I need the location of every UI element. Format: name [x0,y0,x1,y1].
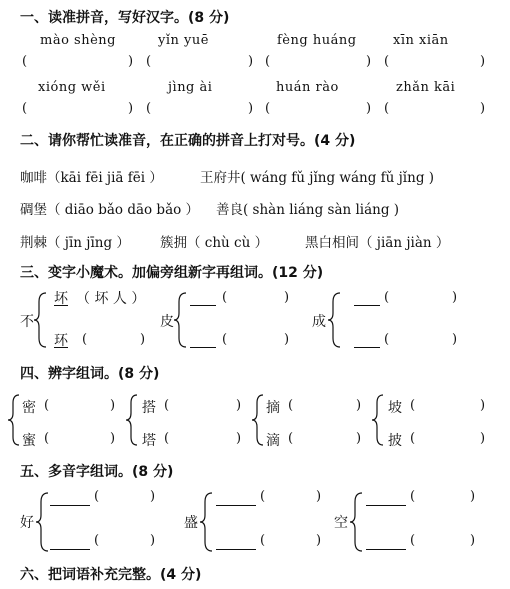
pinyin-2-1: xióng wěi [38,80,106,95]
polyphone-hao: 好 [20,515,34,531]
example-word-huairen: （ 坏 人 ） [76,291,146,307]
answer-box-3-5-close: ) [452,332,458,347]
derived-char-huai: 坏 [54,291,68,307]
answer-box-4-5-open: ( [288,398,294,413]
answer-box-4-6-open: ( [288,431,294,446]
answer-box-3-1-open: ( [82,332,88,347]
answer-box-1-2-open: ( [146,54,152,69]
word-cuyong: 簇拥（ chù cù ） [160,235,269,251]
char-zhai: 摘 [266,400,280,416]
answer-box-4-2-open: ( [44,431,50,446]
answer-box-1-3-close: ) [366,54,372,69]
blank-line [216,549,256,550]
answer-box-4-3-close: ) [236,398,242,413]
answer-box-4-4-close: ) [236,431,242,446]
answer-box-2-1-open: ( [22,101,28,116]
answer-box-5-4-close: ) [316,533,322,548]
answer-box-4-6-close: ) [356,431,362,446]
answer-box-2-1-close: ) [128,101,134,116]
answer-box-4-2-close: ) [110,431,116,446]
blank-line [50,549,90,550]
derived-char-huan: 环 [54,333,68,349]
pinyin-1-3: fèng huáng [277,33,357,48]
answer-box-5-4-open: ( [260,533,266,548]
blank-line [366,549,406,550]
answer-box-1-4-open: ( [384,54,390,69]
answer-box-4-8-open: ( [410,431,416,446]
pinyin-1-1: mào shèng [40,33,116,48]
section-2-title: 二、请你帮忙读准音，在正确的拼音上打对号。(4 分) [20,133,356,149]
answer-box-2-4-open: ( [384,101,390,116]
polyphone-kong: 空 [334,515,348,531]
answer-box-5-1-open: ( [94,489,100,504]
answer-box-3-4-open: ( [384,290,390,305]
answer-box-5-5-close: ) [470,489,476,504]
answer-box-5-3-open: ( [260,489,266,504]
answer-box-4-7-open: ( [410,398,416,413]
section-3-title: 三、变字小魔术。加偏旁组新字再组词。(12 分) [20,265,324,281]
answer-box-3-3-close: ) [284,332,290,347]
char-ta: 塔 [142,433,156,449]
answer-box-1-2-close: ) [248,54,254,69]
word-diaobao: 碉堡（ diāo bǎo dāo bǎo ） [20,202,200,218]
answer-box-5-2-close: ) [150,533,156,548]
polyphone-sheng: 盛 [184,515,198,531]
section-4-title: 四、辨字组词。(8 分) [20,366,160,382]
pinyin-2-4: zhǎn kāi [396,80,456,95]
blank-line [190,347,216,348]
base-char-cheng: 成 [312,314,326,330]
answer-box-2-2-open: ( [146,101,152,116]
answer-box-5-1-close: ) [150,489,156,504]
answer-box-5-5-open: ( [410,489,416,504]
answer-box-4-1-open: ( [44,398,50,413]
blank-line [354,347,380,348]
answer-box-1-1-open: ( [22,54,28,69]
answer-box-5-2-open: ( [94,533,100,548]
answer-box-3-2-open: ( [222,290,228,305]
answer-box-5-6-close: ) [470,533,476,548]
pinyin-1-4: xīn xiān [393,33,449,48]
answer-box-3-4-close: ) [452,290,458,305]
brace-icon [126,394,138,446]
answer-box-2-4-close: ) [480,101,486,116]
char-pi-drape: 披 [388,433,402,449]
pinyin-1-2: yǐn yuē [158,33,209,48]
brace-icon [8,394,20,446]
blank-line [354,305,380,306]
char-po: 坡 [388,400,402,416]
pinyin-2-3: huán rào [276,80,339,95]
brace-icon [200,492,214,552]
answer-box-4-5-close: ) [356,398,362,413]
word-shanliang: 善良( shàn liáng sàn liáng ) [216,202,400,218]
answer-box-4-3-open: ( [164,398,170,413]
section-1-title: 一、读准拼音，写好汉字。(8 分) [20,10,230,26]
char-mi-honey: 蜜 [22,433,36,449]
section-5-title: 五、多音字组词。(8 分) [20,464,174,480]
answer-box-2-3-close: ) [366,101,372,116]
pinyin-2-2: jìng ài [168,80,213,95]
char-mi-secret: 密 [22,400,36,416]
word-jingji: 荆棘（ jīn jīng ） [20,235,130,251]
answer-box-3-3-open: ( [222,332,228,347]
blank-line [366,505,406,506]
base-char-bu: 不 [20,314,34,330]
answer-box-5-3-close: ) [316,489,322,504]
brace-icon [34,292,48,348]
answer-box-4-4-open: ( [164,431,170,446]
answer-box-3-2-close: ) [284,290,290,305]
answer-box-4-7-close: ) [480,398,486,413]
char-da: 搭 [142,400,156,416]
answer-box-2-3-open: ( [265,101,271,116]
brace-icon [36,492,50,552]
answer-box-1-3-open: ( [265,54,271,69]
answer-box-4-1-close: ) [110,398,116,413]
word-wangfujing: 王府井( wáng fǔ jǐng wáng fǔ jǐng ) [200,170,435,186]
answer-box-5-6-open: ( [410,533,416,548]
answer-box-2-2-close: ) [248,101,254,116]
base-char-pi: 皮 [160,314,174,330]
section-6-title: 六、把词语补充完整。(4 分) [20,567,202,583]
blank-line [50,505,90,506]
brace-icon [350,492,364,552]
char-di: 滴 [266,433,280,449]
blank-line [216,505,256,506]
word-kafei: 咖啡（kāi fēi jiā fēi ） [20,170,163,186]
answer-box-3-1-close: ) [140,332,146,347]
word-heibaixiangjian: 黑白相间（ jiān jiàn ） [305,235,450,251]
brace-icon [252,394,264,446]
brace-icon [328,292,342,348]
answer-box-4-8-close: ) [480,431,486,446]
answer-box-1-4-close: ) [480,54,486,69]
answer-box-3-5-open: ( [384,332,390,347]
brace-icon [372,394,384,446]
brace-icon [174,292,188,348]
answer-box-1-1-close: ) [128,54,134,69]
blank-line [190,305,216,306]
